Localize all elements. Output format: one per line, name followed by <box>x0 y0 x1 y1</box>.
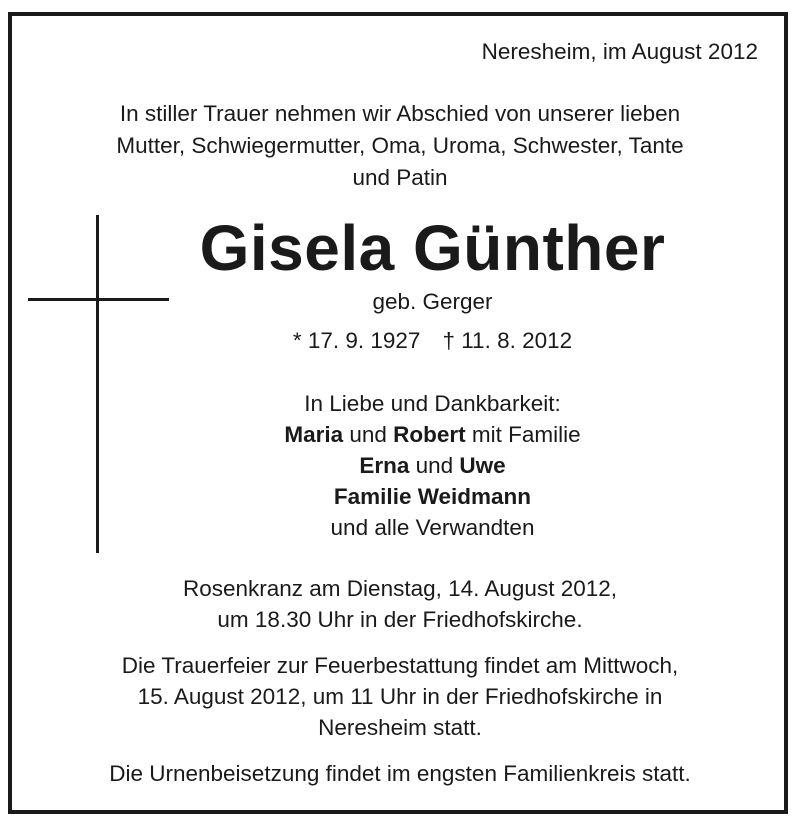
mourner-name: Erna <box>359 453 410 478</box>
conjunction: und <box>409 453 460 478</box>
conjunction: und <box>343 422 394 447</box>
rosary-line-1: Rosenkranz am Dienstag, 14. August 2012, <box>182 576 617 601</box>
mourners-line-3: Familie Weidmann <box>333 484 532 509</box>
intro-line-3: und Patin <box>352 165 448 190</box>
funeral-line-2: 15. August 2012, um 11 Uhr in der Friedhofskirche in <box>137 684 663 709</box>
deceased-name: Gisela Günther <box>199 212 666 284</box>
funeral-line-3: Neresheim statt. <box>318 715 482 740</box>
mourners-line-4: und alle Verwandten <box>330 515 535 540</box>
mourner-name: Uwe <box>459 453 506 478</box>
birth-date: * 17. 9. 1927 <box>292 328 421 353</box>
urn-burial-line: Die Urnenbeisetzung findet im engsten Familienkreis statt. <box>109 761 691 786</box>
mourners-heading: In Liebe und Dankbarkeit: <box>304 391 561 416</box>
place-date: Neresheim, im August 2012 <box>481 39 758 64</box>
mourner-suffix: mit Familie <box>465 422 581 447</box>
mourner-name: Maria <box>284 422 344 447</box>
rosary-line-2: um 18.30 Uhr in der Friedhofskirche. <box>217 607 583 632</box>
death-date: † 11. 8. 2012 <box>442 328 573 353</box>
funeral-line-1: Die Trauerfeier zur Feuerbestattung findet am Mittwoch, <box>121 653 679 678</box>
maiden-name: geb. Gerger <box>372 289 493 314</box>
mourners-line-2 <box>0 450 800 482</box>
mourners-line-1 <box>0 419 800 451</box>
life-dates <box>0 325 800 357</box>
intro-line-1: In stiller Trauer nehmen wir Abschied von unserer lieben <box>119 101 681 126</box>
intro-line-2: Mutter, Schwiegermutter, Oma, Uroma, Schwester, Tante <box>116 133 684 158</box>
mourner-name: Robert <box>393 422 466 447</box>
